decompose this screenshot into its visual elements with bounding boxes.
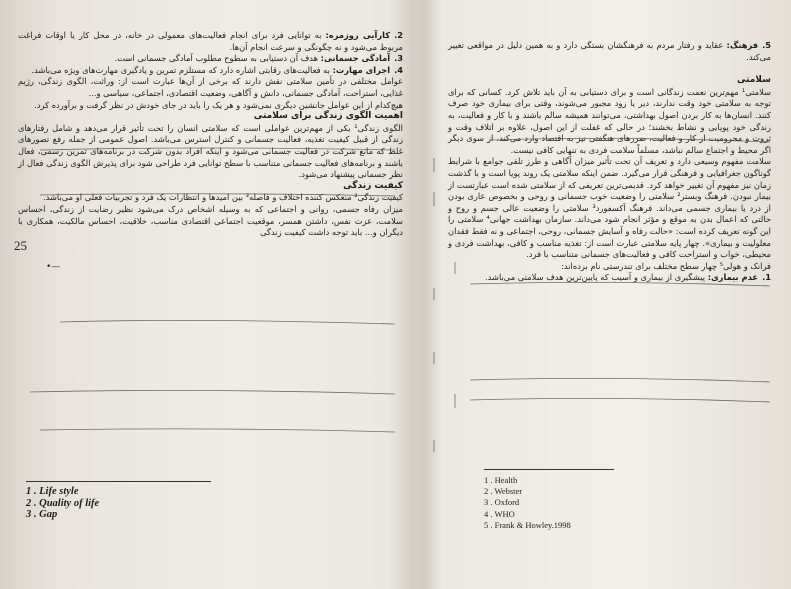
right-paragraph-four-levels: فرانک و هولی⁵ چهار سطح مختلف برای تندرستی نام برده‌اند: [561, 260, 771, 271]
heading-quality-of-life: کیفیت زندگی [343, 180, 403, 191]
left-paragraph-factors: عوامل مختلفی در تأمین سلامتی نقش دارند که برخی از آن‌ها عبارت است از: وراثت، الگوی زندگی، رژیم غذایی، استراحت، آمادگی جسمانی، دانش و آگاهی، وضعیت اقتصادی، اجتماعی، سیاسی و... [18, 76, 403, 98]
left-paragraph-wellbeing: میزان رفاه جسمی، روانی و اجتماعی که به وسیله اشخاص درک می‌شود نظیر رضایت از زندگی، احساس سلامت، عزت نفس، داشتن همسر، موقعیت اجتماعی اقتصادی مناسب، خلاقیت، احساس مالکیت، همکاری با دیگران و... باید توجه داشت کیفیت زندگی [18, 203, 403, 238]
item-number: 2. [394, 30, 403, 40]
footnote: 1 . Health [484, 475, 518, 485]
right-paragraph-health-definition: سلامت مفهوم وسیعی دارد و تعریف آن تحت تأثیر میزان آگاهی و طرز تلقی جوامع با شرایط گوناگون جغرافیایی و فرهنگی قرار می‌گیرد. ضمن اینکه سلامتی یک روند پویا است و با گذشت زمان نیز مفهوم آن تغییر خواهد کرد. قدیمی‌ترین تعریفی که از سلامتی شده است عبارتست از بیمار نبودن. فرهنگ وبستر² سلامتی را وضعیت خوب جسمانی و روحی و بخصوص عاری بودن از درد یا بیماری جسمی می‌داند. فرهنگ آکسفورد³ سلامتی را وضعیت عالی جسم و روح و حالتی که اعمال بدن به موقع و مؤثر انجام شود می‌داند. سازمان بهداشت جهانی⁴ سلامتی را این گونه تعریف کرده است: «حالت رفاه و آسایش جسمانی، روحی، اجتماعی و نه فقط فقدان معلولیت و بیماری». چهار پایه سلامتی عبارت است از: تغذیه مناسب و کافی، بهداشت فردی و محیطی، خواب و استراحت کافی و فعالیت‌های جسمانی متناسب با فرد. [448, 156, 771, 260]
right-footnotes [484, 475, 684, 531]
item-text: هدف آن دستیابی به سطوح مطلوب آمادگی جسمانی است. [114, 53, 321, 64]
footnote: 2 . Webster [484, 486, 523, 497]
heading-lifestyle-importance: اهمیت الگوی زندگی برای سلامتی [253, 111, 403, 122]
item-text: عقاید و رفتار مردم به فرهنگشان بستگی دارد و به همین دلیل در مواقعی تغییر می‌کند. [448, 40, 771, 62]
right-footnote-rule [484, 469, 614, 470]
right-item-1 [448, 272, 771, 284]
margin-pencil-mark: •— [46, 262, 61, 272]
left-item-2 [18, 30, 403, 53]
item-label: کارآیی روزمره: [325, 30, 391, 40]
book-gutter [410, 0, 440, 589]
left-page-text [18, 30, 403, 239]
item-number: 5. [762, 40, 771, 50]
item-text: پیشگیری از بیماری و آسیب که پایین‌ترین هدف سلامتی می‌باشد. [485, 272, 708, 283]
left-footnotes [26, 486, 226, 521]
right-item-5 [448, 40, 771, 63]
footnote: 3 . Gap [26, 509, 58, 520]
footnote: 2 . Quality of life [26, 497, 100, 509]
page-number: 25 [14, 238, 27, 253]
item-number: 1. [762, 272, 771, 283]
pencil-underline [60, 320, 395, 324]
item-label: اجرای مهارت: [332, 64, 391, 75]
pencil-underline [40, 429, 395, 432]
left-paragraph-quality-definition: کیفیت زندگی² منعکس کننده اختلاف و فاصله³ بین امیدها و انتظارات یک فرد و تجربیات فعلی او می‌باشد. [42, 192, 403, 203]
right-paragraph-health-blessing: سلامتی¹ مهم‌ترین نعمت زندگانی است و برای دستیابی به آن باید تلاش کرد. کسانی که برای توجه به سلامتی خود وقت ندارند، دیر یا زود مجبور می‌شوند، وقتی برای بیماری خود صرف کنند. انسان‌ها به کار بردن اصول بهداشتی، می‌توانند همیشه سالم باشند و با کار و فعالیت، به زندگی خود پویایی و نشاط بخشند؛ در حالی که غفلت از این اصول، علاوه بر اتلاف وقت و ثروت و محرومیت از کار و فعالیت، ضررهای هنگفتی نیز به اقتصاد وارد می‌کند. از سوی دیگر اگر محیط و اجتماع سالم نباشد، مسلماً سلامت فردی به تنهایی کافی نیست. [448, 86, 771, 155]
footnote: 4 . WHO [484, 508, 515, 519]
pencil-underline [30, 390, 395, 394]
item-label: فرهنگ: [726, 40, 759, 50]
item-text: به توانایی فرد برای انجام فعالیت‌های معمولی در خانه، در محل کار یا اوقات فراغت مربوط می‌شود و نه چگونگی و سرعت انجام آن‌ها. [18, 30, 403, 52]
item-label: آمادگی جسمانی: [320, 53, 391, 64]
pencil-underline [470, 398, 770, 402]
right-page-text [448, 40, 771, 284]
pencil-underline [470, 378, 770, 382]
item-number: 4. [394, 64, 403, 75]
footnote: 5 . Frank & Howley.1998 [484, 519, 571, 530]
left-item-4 [18, 65, 403, 77]
left-item-3 [18, 53, 403, 65]
item-text: به فعالیت‌های رقابتی اشاره دارد که مستلزم تمرین و یادگیری مهارت‌های ویژه می‌باشد. [31, 64, 333, 75]
item-number: 3. [394, 53, 403, 64]
left-paragraph-lifestyle: الگوی زندگی¹ یکی از مهم‌ترین عواملی است که سلامتی انسان را تحت تأثیر قرار می‌دهد و شامل رفتارهای زندگی از قبیل کیفیت تغذیه، فعالیت جسمانی و کنترل استرس می‌باشد. اصول عمومی از جمله رفع تصورهای غلط که مانع شرکت در فعالیت جسمانی می‌شود و اینکه افراد بدون شرکت در برنامه‌های تمرین رسمی، فعال باشند و برنامه‌های فعالیت جسمانی متناسب با سطح توانایی فرد طراحی شود برای پذیرش الگوی زندگی فعال از نظر جسمانی پیشنهاد می‌شود. [18, 122, 403, 180]
footnote: 1 . Life style [26, 486, 79, 497]
footnote: 3 . Oxford [484, 497, 520, 508]
item-label: عدم بیماری: [707, 272, 759, 283]
heading-health: سلامتی [736, 75, 771, 86]
left-paragraph-substitute: هیچ‌کدام از این عوامل جانشین دیگری نمی‌شود و هر یک را باید در جای خودش در نظر گرفت و برآورده کرد. [34, 99, 403, 110]
left-footnote-rule [26, 481, 211, 482]
